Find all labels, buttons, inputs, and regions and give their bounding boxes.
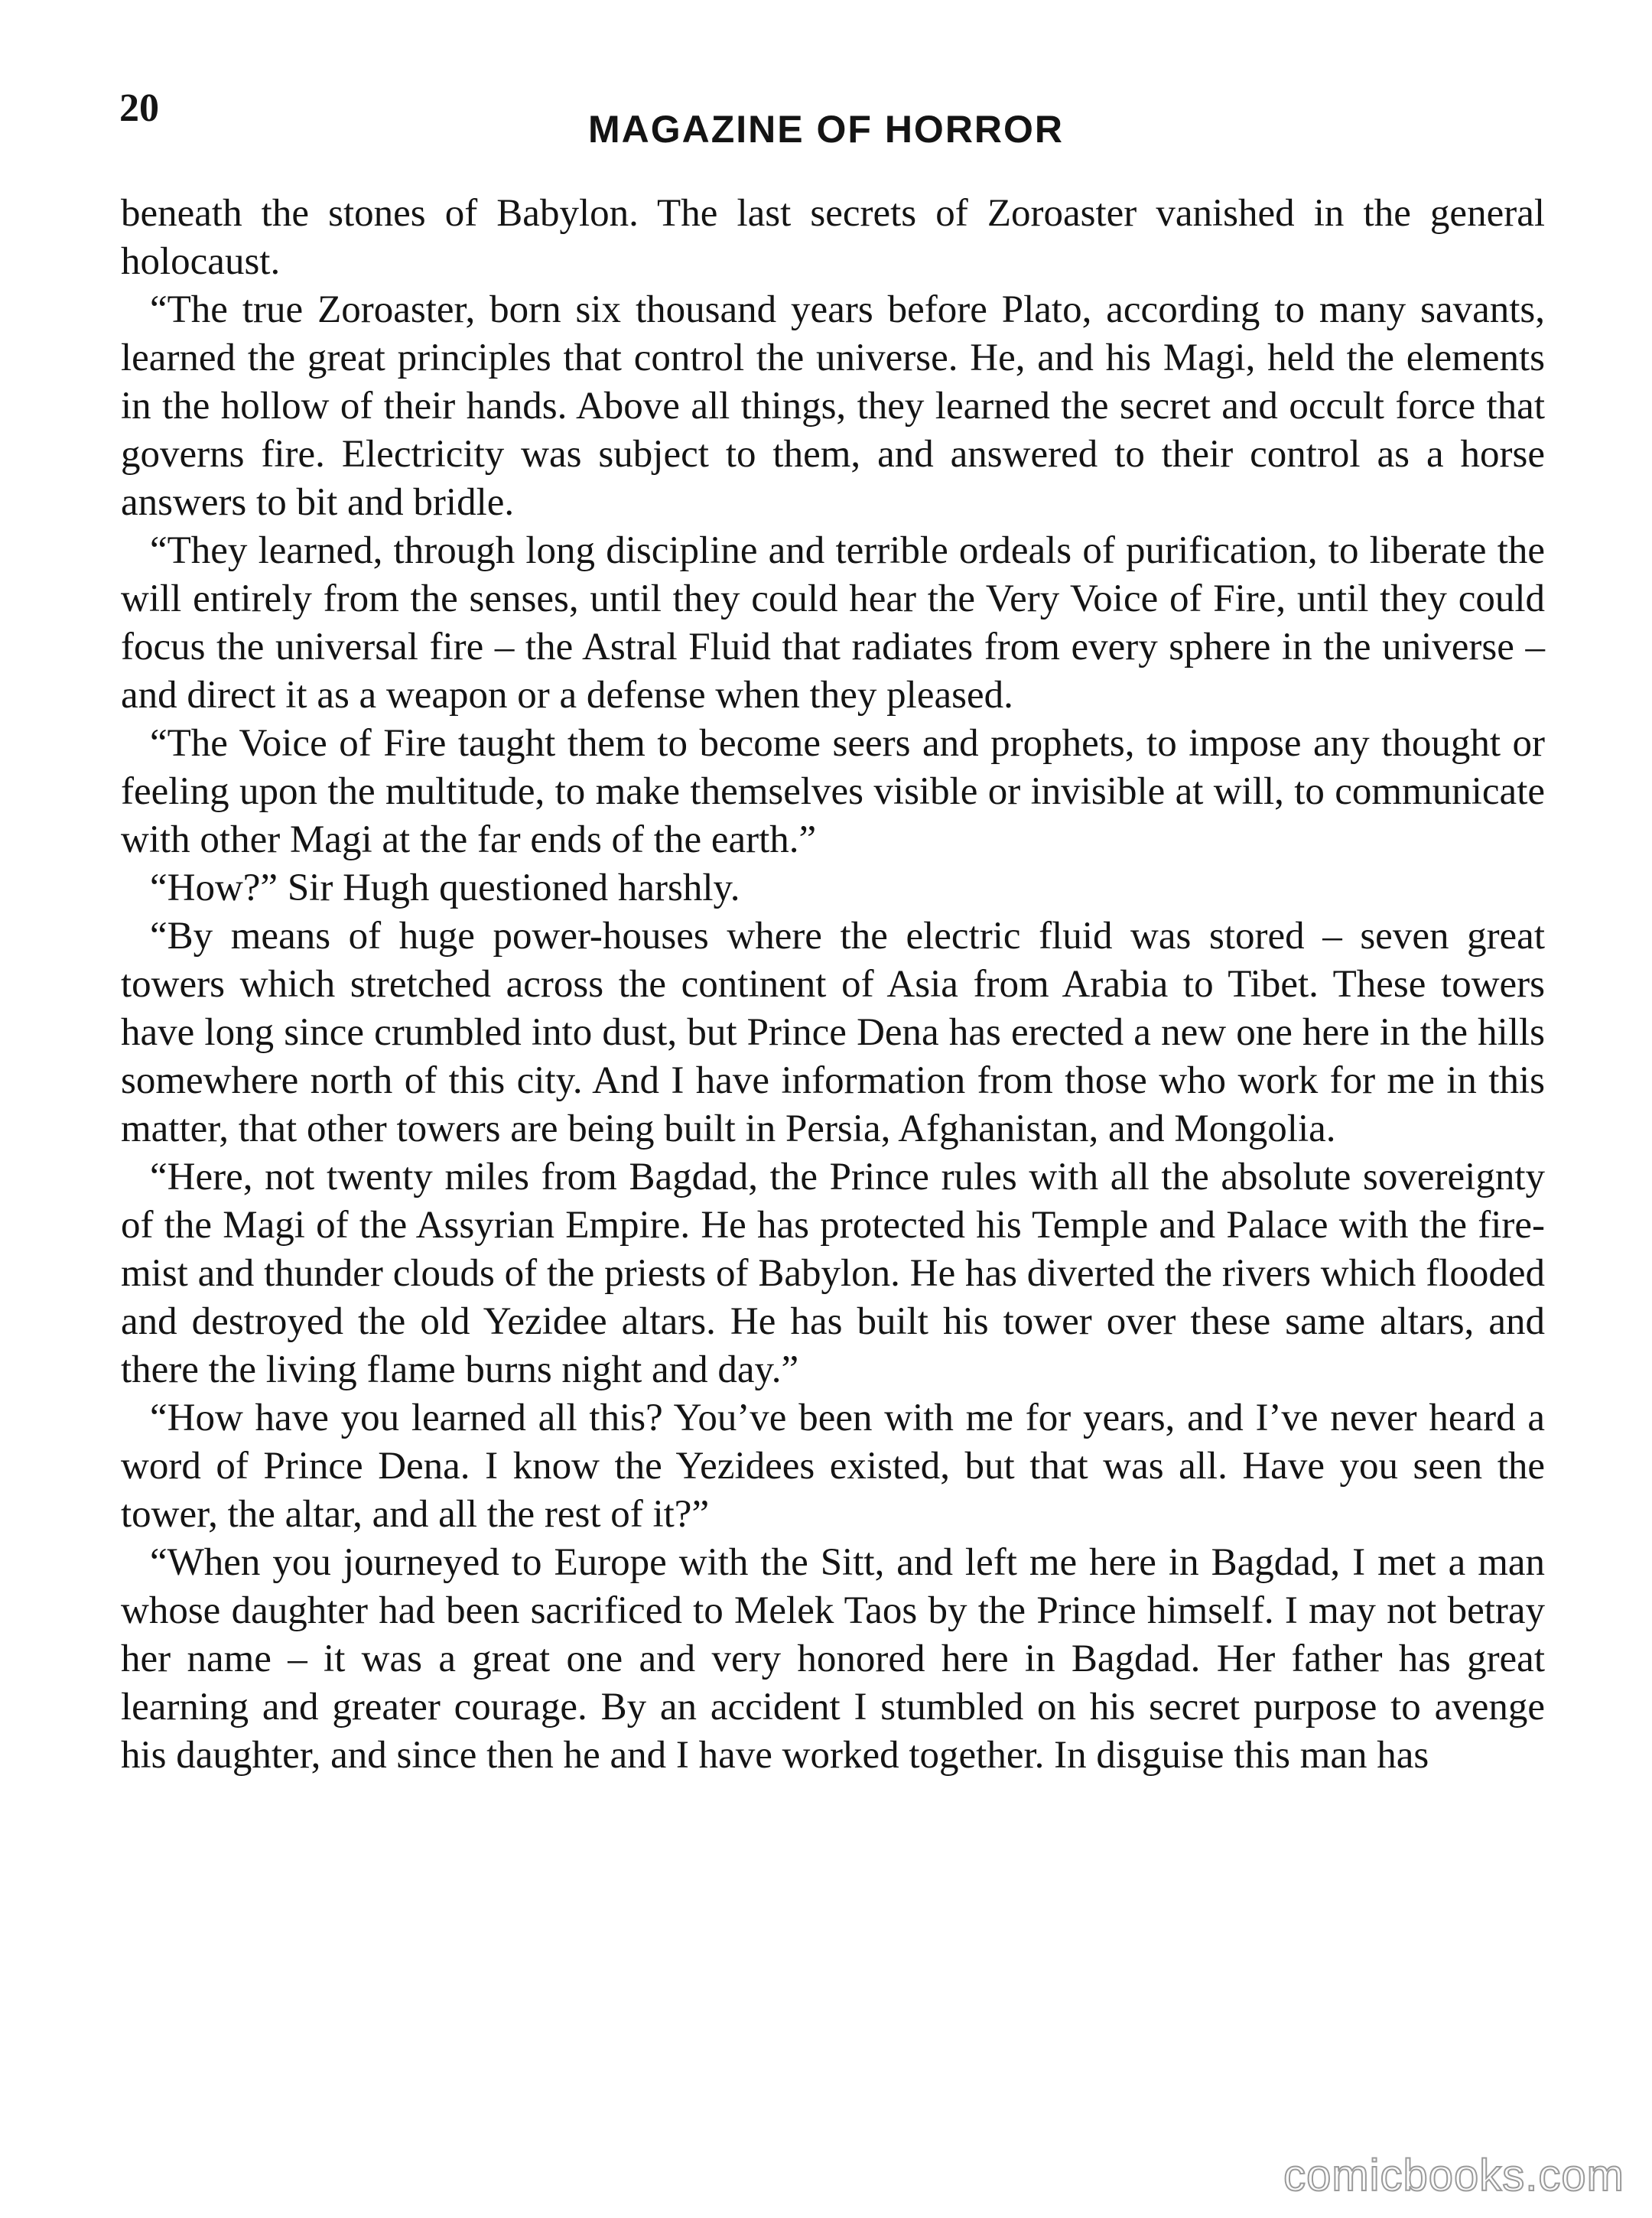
paragraph: “The true Zoroaster, born six thousand years before Plato, according to many savants, learned the great principles that control the universe. He, and his Magi, held the elements in the hollow of their hands. Above all things, they learned the secret and occult force that governs fire. Electricity was subject to them, and answered to their control as a horse answers to bit and bridle.	[121, 288, 1545, 524]
watermark: comicbooks.com	[1283, 2151, 1624, 2200]
paragraph: “They learned, through long discipline and terrible ordeals of purification, to liberate the will entirely from the senses, until they could hear the Very Voice of Fire, until they could focus the universal fire – the Astral Fluid that radiates from every sphere in the universe – and direct it as a weapon or a defense when they pleased.	[121, 529, 1545, 717]
paragraph: beneath the stones of Babylon. The last secrets of Zoroaster vanished in the general holocaust.	[121, 192, 1545, 283]
paragraph: “The Voice of Fire taught them to become seers and prophets, to impose any thought or feeling upon the multitude, to make themselves visible or invisible at will, to communicate with other Magi at the far ends of the earth.”	[121, 722, 1545, 861]
paragraph: “How?” Sir Hugh questioned harshly.	[150, 867, 740, 909]
body-text	[121, 190, 1545, 1780]
paragraph: “Here, not twenty miles from Bagdad, the Prince rules with all the absolute sovereignty of the Magi of the Assyrian Empire. He has protected his Temple and Palace with the fire-mist and thunder clouds of the priests of Babylon. He has diverted the rivers which flooded and destroyed the old Yezidee altars. He has built his tower over these same altars, and there the living flame burns night and day.”	[121, 1156, 1545, 1391]
paragraph: “When you journeyed to Europe with the Sitt, and left me here in Bagdad, I met a man whose daughter had been sacrificed to Melek Taos by the Prince himself. I may not betray her name – it was a great one and very honored here in Bagdad. Her father has great learning and greater courage. By an accident I stumbled on his secret purpose to avenge his daughter, and since then he and I have worked together. In disguise this man has	[121, 1541, 1545, 1777]
running-head: MAGAZINE OF HORROR	[587, 108, 1065, 151]
paragraph: “How have you learned all this? You’ve been with me for years, and I’ve never heard a word of Prince Dena. I know the Yezidees existed, but that was all. Have you seen the tower, the altar, and all the rest of it?”	[121, 1397, 1545, 1536]
paragraph: “By means of huge power-houses where the electric fluid was stored – seven great towers which stretched across the continent of Asia from Arabia to Tibet. These towers have long since crumbled into dust, but Prince Dena has erected a new one here in the hills somewhere north of this city. And I have information from those who work for me in this matter, that other towers are being built in Persia, Afghanistan, and Mongolia.	[121, 915, 1545, 1150]
page-number: 20	[119, 86, 159, 130]
